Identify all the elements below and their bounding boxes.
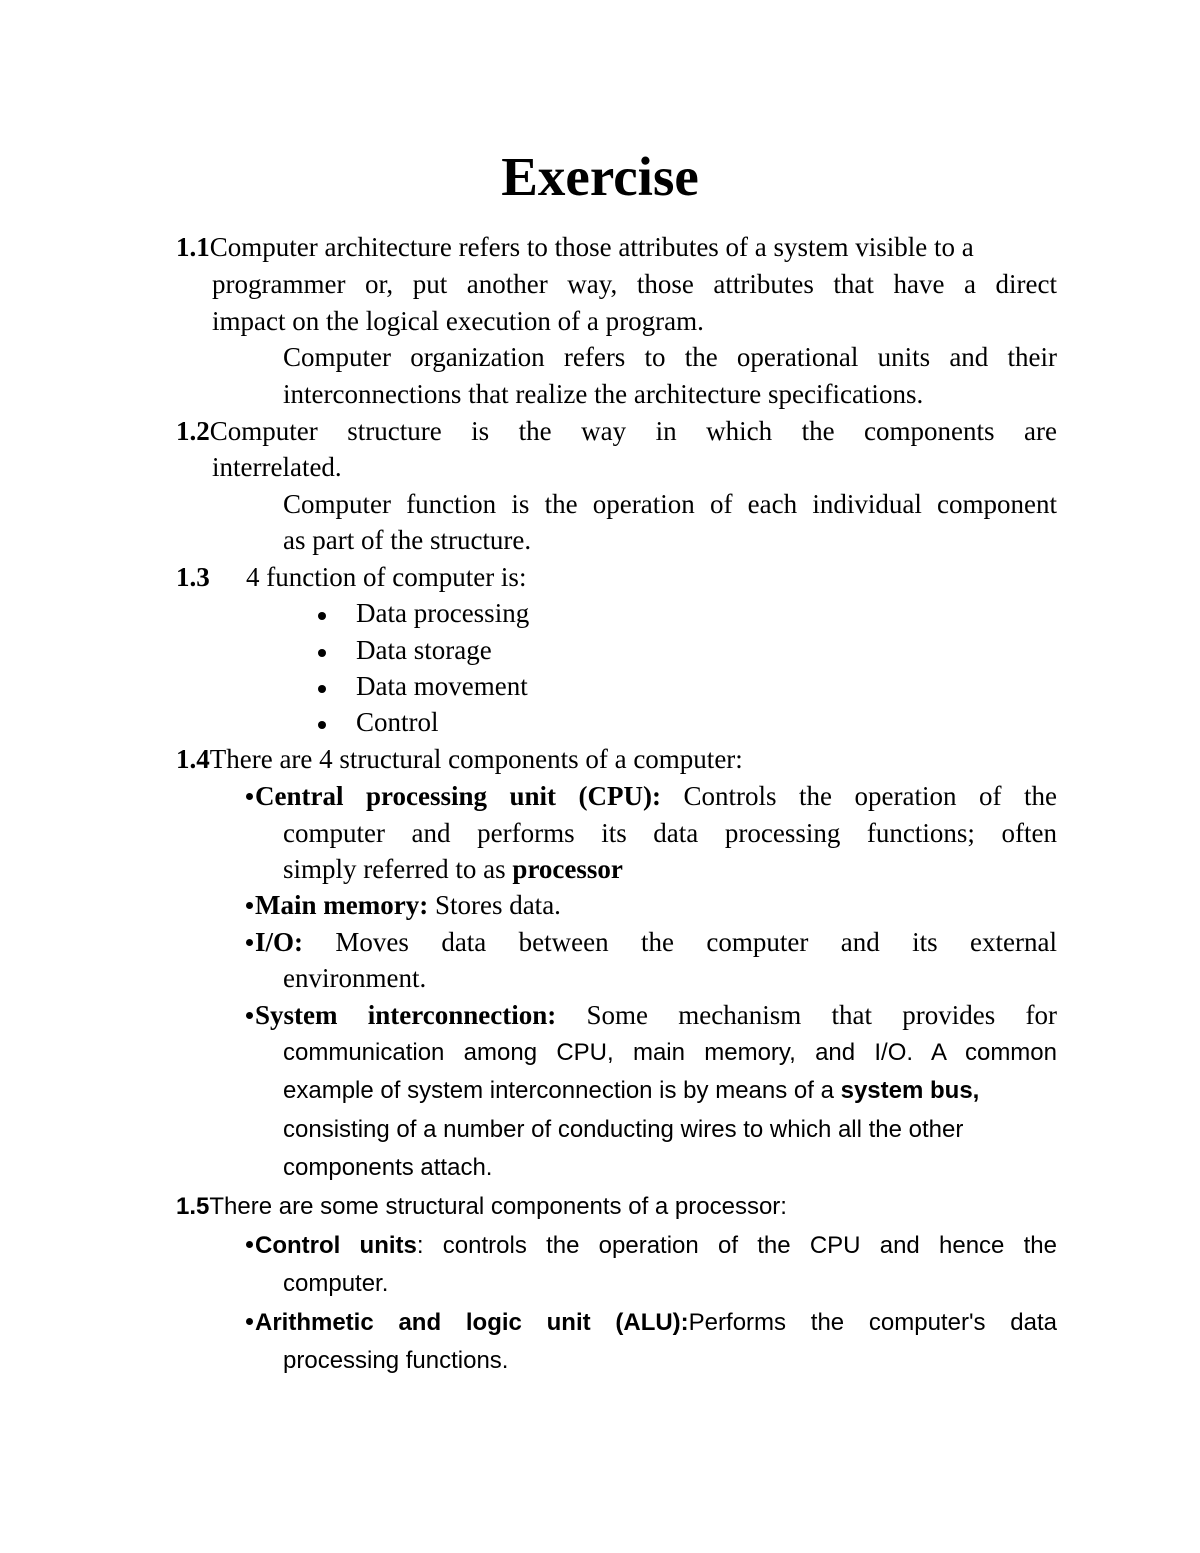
list-item: Data processing	[318, 595, 529, 631]
cpu-term: Central processing unit (CPU):	[255, 781, 662, 811]
section-1-1-line-2: programmer or, put another way, those attributes that have a direct	[212, 269, 1057, 299]
system-bus-term: system bus,	[840, 1077, 980, 1104]
bullet-icon	[318, 685, 326, 693]
alu-term: Arithmetic and logic unit (ALU):	[255, 1309, 689, 1336]
io-definition-line-1: I/O: Moves data between the computer and its external	[246, 924, 1057, 960]
alu-definition-line-2: processing functions.	[283, 1347, 509, 1374]
interconnection-definition-line-3: example of system interconnection is by means of a system bus,	[283, 1077, 980, 1104]
control-unit-term: Control units	[255, 1232, 417, 1259]
memory-definition: Main memory: Stores data.	[246, 887, 561, 923]
bullet-icon	[246, 1241, 253, 1248]
bullet-icon	[318, 612, 326, 620]
section-1-2-line-4: as part of the structure.	[283, 525, 532, 555]
section-1-3-number: 1.3	[176, 562, 210, 592]
bullet-icon	[246, 939, 253, 946]
list-item: Data movement	[318, 668, 528, 704]
interconnection-term: System interconnection:	[255, 1000, 557, 1030]
section-1-2-line-1: 1.2Computer structure is the way in which the components are	[176, 416, 1057, 446]
section-1-2-line-3: Computer function is the operation of each individual component	[283, 489, 1057, 519]
section-1-1-line-5: interconnections that realize the architecture specifications.	[283, 379, 924, 409]
bullet-icon	[246, 793, 253, 800]
section-1-2-line-2: interrelated.	[212, 452, 342, 482]
control-unit-definition-line-1: Control units: controls the operation of the CPU and hence the	[246, 1228, 1057, 1264]
cpu-definition-line-1: Central processing unit (CPU): Controls the operation of the	[246, 778, 1057, 814]
bullet-icon	[318, 649, 326, 657]
section-1-1-line-4: Computer organization refers to the operational units and their	[283, 342, 1057, 372]
list-item: Data storage	[318, 632, 492, 668]
interconnection-definition-line-5: components attach.	[283, 1154, 493, 1181]
io-definition-line-2: environment.	[283, 963, 427, 993]
alu-definition-line-1: Arithmetic and logic unit (ALU):Performs the computer's data	[246, 1305, 1057, 1341]
interconnection-definition-line-2: communication among CPU, main memory, and I/O. A common	[283, 1039, 1057, 1066]
memory-term: Main memory:	[255, 890, 429, 920]
section-number: 1.5	[176, 1193, 210, 1220]
control-unit-definition-line-2: computer.	[283, 1270, 389, 1297]
io-term: I/O:	[255, 927, 304, 957]
section-1-1-line-3: impact on the logical execution of a program.	[212, 306, 704, 336]
bullet-icon	[246, 1012, 253, 1019]
section-1-3-intro: 4 function of computer is:	[246, 562, 527, 592]
processor-term: processor	[512, 854, 623, 884]
list-item: Control	[318, 704, 439, 740]
section-number: 1.2	[176, 416, 210, 446]
interconnection-definition-line-4: consisting of a number of conducting wires to which all the other	[283, 1116, 964, 1143]
section-number: 1.4	[176, 744, 210, 774]
cpu-definition-line-2: computer and performs its data processing functions; often	[283, 818, 1057, 848]
section-1-4-intro: 1.4There are 4 structural components of a computer:	[176, 744, 743, 774]
section-1-1-line-1: 1.1Computer architecture refers to those attributes of a system visible to a	[176, 232, 974, 262]
bullet-icon	[246, 1318, 253, 1325]
section-1-5-intro: 1.5There are some structural components of a processor:	[176, 1193, 787, 1220]
page-title: Exercise	[501, 146, 699, 207]
cpu-definition-line-3: simply referred to as processor	[283, 854, 623, 884]
interconnection-definition-line-1: System interconnection: Some mechanism that provides for	[246, 997, 1057, 1033]
section-number: 1.1	[176, 232, 210, 262]
bullet-icon	[318, 721, 326, 729]
bullet-icon	[246, 902, 253, 909]
